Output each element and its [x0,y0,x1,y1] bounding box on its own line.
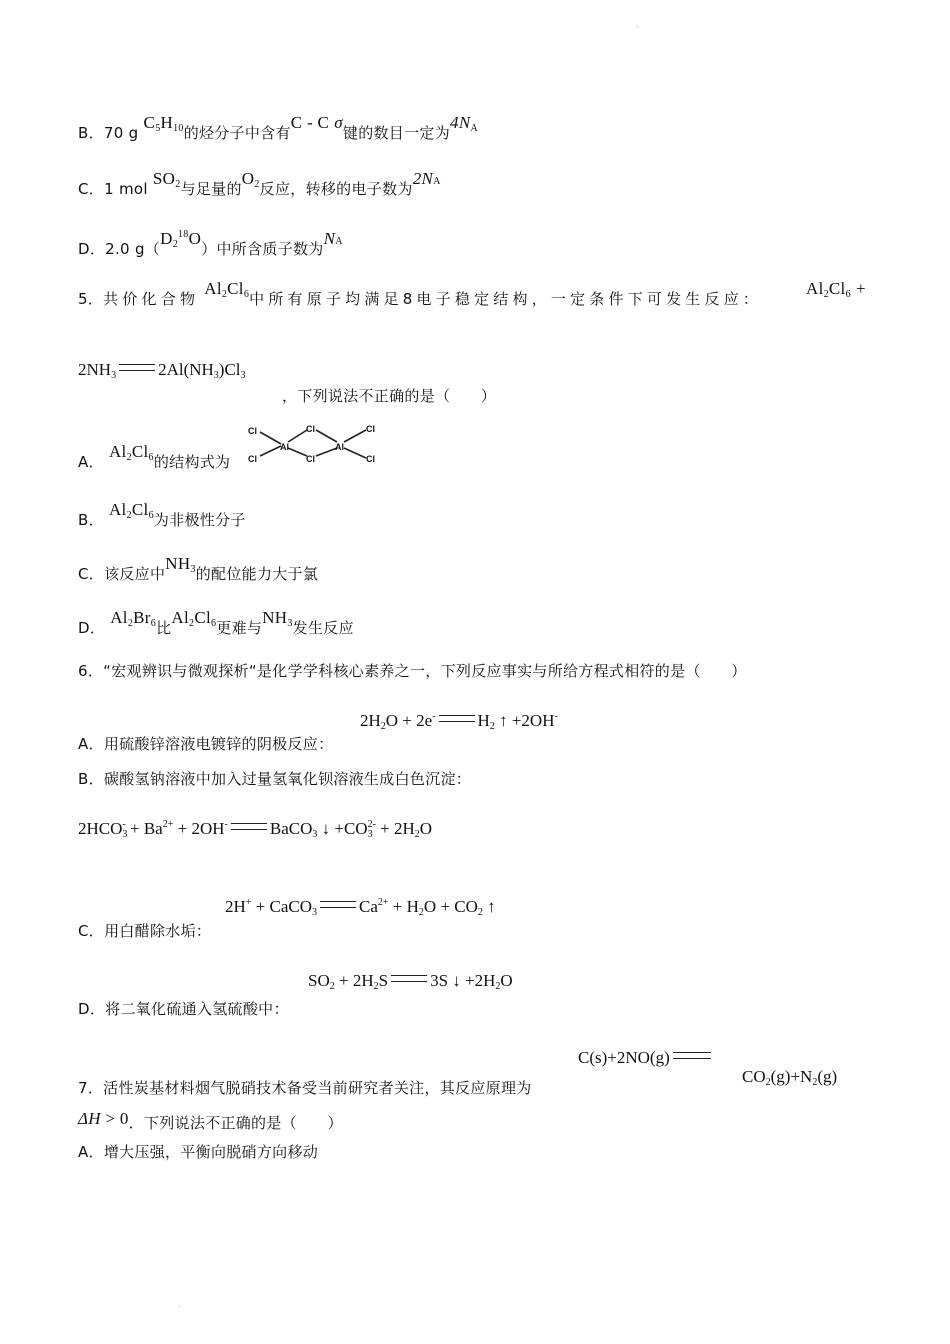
q5-number: 5． [78,290,104,308]
al2cl6-formula: $Al_2Cl_6$ [204,279,250,300]
q5-b-prefix: B． [78,511,104,529]
atom-label: Cl [366,424,375,434]
q5-c-text: 的配位能力大于氯 [195,565,319,583]
q5-option-c [78,554,319,591]
q7-stem2-line [78,1109,343,1134]
equals-sign [673,1052,711,1059]
equals-sign [119,364,155,371]
q4-c-text1: 与足量的 [180,180,242,198]
q6-option-b: B．碳酸氢钠溶液中加入过量氢氧化钡溶液生成白色沉淀： [78,770,472,788]
o2-formula: $O_2$ [241,169,260,190]
atom-label: Al [280,442,289,452]
q5-d-text1: 比 [156,619,172,637]
q5-d-text2: 更难与 [216,619,263,637]
q4-d-text1: ）中所含质子数为 [201,240,324,258]
q5-option-b [78,500,246,537]
bond-line [260,446,281,456]
page-speck: . [178,1300,181,1309]
c5h10-formula: $C_5H_{10}$ [143,113,184,134]
atom-label: Al [335,442,344,452]
q7-stem: 7．活性炭基材料烟气脱硝技术备受当前研究者关注，其反应原理为 [78,1079,532,1097]
q4-b-prefix: B．70 g [78,124,139,142]
q4-b-text2: 键的数目一定为 [342,124,451,142]
q5-equation-left: $2NH_3$ [78,360,117,381]
atom-label: Cl [306,424,315,434]
q4-c-text2: 反应，转移的电子数为 [259,180,413,198]
sigma-symbol: σ [334,113,343,132]
q5-option-d [78,608,354,645]
nh3-formula-d: $NH_3$ [262,608,293,629]
al2br6-formula: $Al_2Br_6$ [110,608,157,629]
q4-b-value: 4N [450,113,471,132]
al2cl6-formula-d: $Al_2Cl_6$ [171,608,217,629]
q6-b-equation: $2HCO_3^- + Ba^{2+} + 2OH^-$ BaCO$_3$ ↓ $+CO_3^{2-} + 2H_2O$ [78,819,433,840]
page-speck: . [636,20,639,29]
q5-c-prefix: C．该反应中 [78,565,166,583]
q6-option-d: D．将二氧化硫通入氢硫酸中： [78,1000,289,1018]
q5-reactant [806,278,866,306]
bond-line [344,430,366,442]
q4-c-prefix: C．1 mol [78,180,148,198]
q6-d-equation: $SO_2 + 2H_2S$ 3S ↓ $+2H_2O$ [308,971,513,992]
bond-line [260,432,281,444]
q4-c-unit: A [433,176,441,187]
bond-line [288,430,307,442]
nh3-formula: $NH_3$ [165,554,196,575]
q4-c-value: 2N [412,169,434,188]
q5-stem-part1: 共价化合物 [103,290,200,308]
delta-h: ΔH > 0 [78,1109,129,1128]
al2cl6-structure-diagram [244,418,384,468]
bond-line [344,448,366,458]
al2cl6-formula-a: $Al_2Cl_6$ [108,442,154,463]
equals-sign [391,975,427,982]
bond-line [316,430,337,442]
q5-equation-right: $2Al(NH_3)Cl_3$ [158,360,246,381]
atom-label: Cl [248,426,257,436]
atom-label: Cl [306,454,315,464]
q6-c-equation: 2H+ + CaCO$_3$ $Ca^{2+} + H_2O + CO_2$ ↑ [225,897,496,918]
al2cl6-formula-b: $Al_2Cl_6$ [108,500,154,521]
q5-stem-part2: 中所有原子均满足8电子稳定结构，一定条件下可发生反应： [249,290,763,308]
q4-option-c [78,169,441,206]
q4-option-d [78,229,343,266]
q4-option-b [78,113,478,150]
q5-b-text: 为非极性分子 [153,511,246,529]
q7-stem2: ．下列说法不正确的是（ ） [128,1114,343,1132]
atom-label: Cl [248,454,257,464]
q4-b-text1: 的烃分子中含有 [183,124,291,142]
q5-option-a [78,442,231,479]
q4-d-prefix: D．2.0 g（ [78,240,161,258]
q5-equation [78,358,246,388]
q6-option-a: A．用硫酸锌溶液电镀锌的阴极反应： [78,735,334,753]
bond-line [288,448,307,456]
q5-stem [78,279,763,316]
so2-formula: $SO_2$ [152,169,181,190]
equals-sign [231,823,267,830]
q6-option-c: C．用白醋除水垢： [78,922,212,940]
q5-d-prefix: D． [78,619,106,637]
d2o18-formula: $D_2^{18}O$ [160,229,202,250]
cc-bond: C - C [290,113,330,132]
al2cl6-formula-reactant: $Al_2Cl_6$ [806,279,851,300]
q4-d-value: N [323,229,336,248]
plus-sign: + [855,279,866,298]
q4-b-unit: A [470,123,478,134]
q7-option-a: A．增大压强，平衡向脱硝方向移动 [78,1143,319,1161]
q6-stem: 6．“宏观辨识与微观探析“是化学学科核心素养之一，下列反应事实与所给方程式相符的是（ ） [78,662,747,680]
q7-equation-left: C(s)+2NO(g) [578,1046,714,1070]
q5-a-text: 的结构式为 [153,453,231,471]
q6-a-equation: $2H_2O + 2e^-$ $H_2$ ↑ +2OH- [360,711,558,732]
atom-label: Cl [366,454,375,464]
q7-equation-right: $CO_2(g)+N_2(g)$ [742,1067,838,1088]
equals-sign [439,715,475,722]
equals-sign [320,901,356,908]
q5-a-prefix: A． [78,453,104,471]
q4-d-unit: A [335,236,343,247]
bond-line [316,448,337,456]
q5-d-text3: 发生反应 [292,619,354,637]
q5-stem3: ，下列说法不正确的是（ ） [282,387,497,405]
